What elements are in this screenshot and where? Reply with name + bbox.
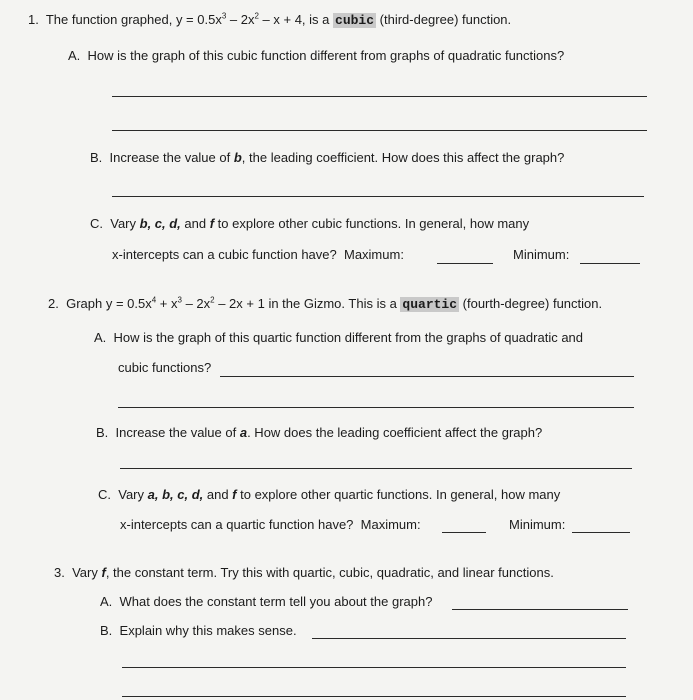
minimum-label: Minimum:: [509, 517, 566, 532]
answer-line[interactable]: [312, 638, 626, 639]
question-3a: A. What does the constant term tell you about the graph?: [100, 594, 433, 609]
highlighted-term: cubic: [335, 13, 375, 28]
highlighted-term: quartic: [402, 297, 458, 312]
question-1b: B. Increase the value of b, the leading coefficient. How does this affect the graph?: [90, 150, 565, 165]
maximum-answer-line[interactable]: [442, 532, 486, 533]
question-3b: B. Explain why this makes sense.: [100, 623, 297, 638]
question-2c-line2: x-intercepts can a quartic function have? Maximum:: [120, 517, 421, 532]
maximum-label: Maximum:: [343, 247, 404, 262]
question-1c: C. Vary b, c, d, and f to explore other cubic functions. In general, how many: [90, 216, 530, 231]
question-2b: B. Increase the value of a. How does the leading coefficient affect the graph?: [96, 425, 543, 440]
question-number: 1.: [28, 12, 39, 27]
question-1c-line2: x-intercepts can a cubic function have? Maximum:: [112, 247, 404, 262]
answer-line[interactable]: [112, 96, 647, 97]
answer-line[interactable]: [112, 196, 644, 197]
question-2: 2. Graph $y = 0.5x^4 + x^3 - 2x^2 - 2x + 1$ in the Gizmo. This is a quartic (fourth-degree) function.: [48, 295, 603, 312]
answer-line[interactable]: [120, 468, 632, 469]
question-1: 1. The function graphed, $y = 0.5x^3 - 2x^2 - x + 4$, is a cubic (third-degree) function.: [28, 11, 512, 28]
question-3: 3. Vary f, the constant term. Try this with quartic, cubic, quadratic, and linear functions.: [54, 565, 554, 580]
maximum-label: Maximum:: [360, 517, 421, 532]
answer-line[interactable]: [122, 696, 626, 697]
minimum-label: Minimum:: [513, 247, 570, 262]
question-2c: C. Vary a, b, c, d, and f to explore other quartic functions. In general, how many: [98, 487, 561, 502]
question-number: 2.: [48, 296, 59, 311]
question-2a: A. How is the graph of this quartic function different from the graphs of quadratic and: [94, 330, 584, 345]
answer-line[interactable]: [452, 609, 628, 610]
answer-line[interactable]: [122, 667, 626, 668]
answer-line[interactable]: [112, 130, 647, 131]
answer-line[interactable]: [220, 376, 634, 377]
minimum-answer-line[interactable]: [580, 263, 640, 264]
question-number: 3.: [54, 565, 65, 580]
maximum-answer-line[interactable]: [437, 263, 493, 264]
question-1a: A. How is the graph of this cubic function different from graphs of quadratic functions?: [68, 48, 565, 63]
equation: $y = 0.5x^4 + x^3 - 2x^2 - 2x + 1$: [105, 295, 265, 311]
equation: $y = 0.5x^3 - 2x^2 - x + 4$,: [175, 11, 306, 27]
question-2a-line2: cubic functions?: [118, 360, 212, 375]
minimum-answer-line[interactable]: [572, 532, 630, 533]
answer-line[interactable]: [118, 407, 634, 408]
